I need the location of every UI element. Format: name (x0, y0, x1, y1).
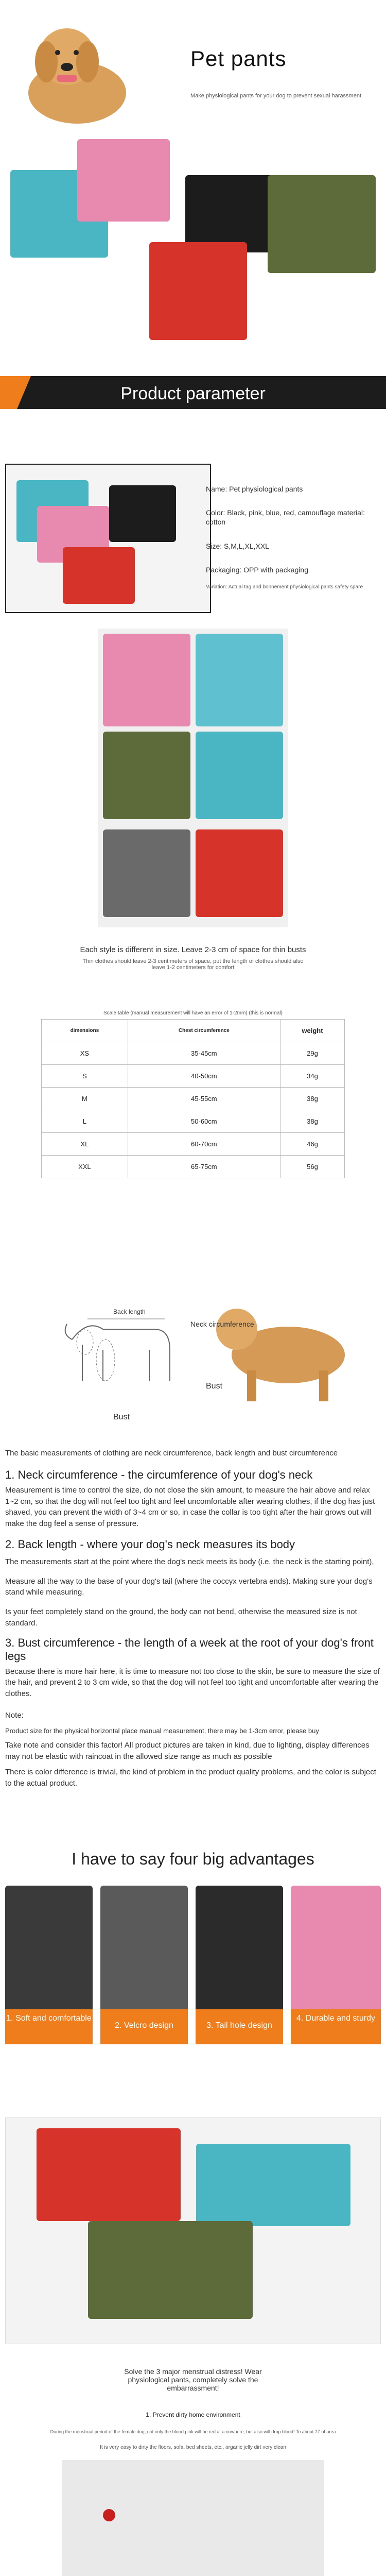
header-chest: Chest circumference (128, 1020, 280, 1042)
product-photo-black-pants (185, 175, 273, 252)
note-3: There is color difference is trivial, the kind of problem in the product quality problems, and the color is subject to the actual product. (5, 1767, 376, 1788)
cell-weight: 38g (280, 1088, 344, 1110)
style-photo-grid (98, 629, 288, 927)
cell-weight: 34g (280, 1065, 344, 1088)
size-table-caption: Scale table (manual measurement will have an error of 1-2mm) (this is normal) (103, 1010, 283, 1016)
product-group-photo (5, 2117, 381, 2344)
photo-blue-pants (196, 2144, 350, 2226)
note-1: Product size for the physical horizontal place manual measurement, there may be 1-3cm error, please buy (5, 1726, 319, 1735)
table-row (42, 1065, 345, 1088)
advantage-label-3: 3. Tail hole design (196, 2009, 283, 2044)
cell-weight: 38g (280, 1110, 344, 1133)
measure-paragraph-2a: The measurements start at the point where the dog's neck meets its body (i.e. the neck is the starting point), (5, 1557, 374, 1566)
hero-section (0, 0, 386, 242)
table-row (42, 1156, 345, 1178)
solve-paragraph-1b: It is very easy to dirty the floors, sofa, bed sheets, etc., organic jelly dirt very clean (100, 2445, 286, 2450)
note-label: Note: (5, 1710, 24, 1720)
measurement-diagram (0, 1278, 386, 1432)
bust-ring (96, 1340, 115, 1381)
product-image-frame (5, 464, 211, 613)
product-photo-camo-pants (268, 175, 376, 273)
banner-title: Product parameter (120, 384, 266, 403)
photo-red-pants (37, 2128, 181, 2221)
solve-heading-1: 1. Prevent dirty home environment (146, 2411, 240, 2418)
table-row (42, 1110, 345, 1133)
product-photo-red (63, 547, 135, 604)
style-photo-blue (196, 634, 283, 726)
advantages-title: I have to say four big advantages (72, 1850, 314, 1868)
cell-chest: 65-75cm (128, 1156, 280, 1178)
measure-heading-2: 2. Back length - where your dog's neck measures its body (5, 1537, 295, 1551)
dog-outline-sketch (65, 1324, 170, 1381)
cell-size: XL (42, 1133, 128, 1156)
style-photo-camo (103, 732, 190, 819)
label-bust-left: Bust (113, 1413, 130, 1421)
cell-weight: 56g (280, 1156, 344, 1178)
cell-size: XXL (42, 1156, 128, 1178)
cell-weight: 29g (280, 1042, 344, 1065)
table-row (42, 1088, 345, 1110)
style-caption-sub: Thin clothes should leave 2-3 centimeters of space, put the length of clothes should also leave 1-2 centimeters for comfort (82, 958, 304, 971)
advantage-label-4: 4. Durable and sturdy (291, 2009, 381, 2044)
golden-retriever-illustration (15, 21, 134, 134)
blood-stain (103, 2509, 115, 2521)
measure-paragraph-2c: Is your feet completely stand on the ground, the body can not bend, otherwise the measured size is not standard. (5, 1607, 357, 1628)
product-photo-red-pants (149, 242, 247, 340)
measure-heading-1: 1. Neck circumference - the circumference of your dog's neck (5, 1468, 313, 1481)
advantage-label-2: 2. Velcro design (100, 2009, 188, 2044)
product-photo-pink-pants (77, 139, 170, 222)
cell-chest: 40-50cm (128, 1065, 280, 1088)
style-photo-red (196, 829, 283, 917)
photo-camo-pants (88, 2221, 253, 2319)
measure-intro: The basic measurements of clothing are neck circumference, back length and bust circumference (5, 1449, 338, 1458)
measure-paragraph-3: Because there is more hair here, it is time to measure not too close to the skin, be sure to measure the size of the hair, and prevent 2 to 3 cm wide, so that the dog will not feel too tight and uncomfortable after wearing the clothes. (5, 1667, 380, 1698)
cell-chest: 60-70cm (128, 1133, 280, 1156)
note-2: Take note and consider this factor! All product pictures are taken in kind, due to lighting, display differences may not be elastic with raincoat in the allowed size range as much as possible (5, 1741, 370, 1761)
advantages-grid (5, 1886, 381, 2061)
neck-ring (77, 1330, 93, 1354)
measure-paragraph-2b: Measure all the way to the base of your dog's tail (where the coccyx vertebra ends). Making sure your dog's stand while measuring. (5, 1577, 373, 1597)
table-row (42, 1133, 345, 1156)
style-photo-pink (103, 634, 190, 726)
style-photo-gray (103, 829, 190, 917)
cell-chest: 50-60cm (128, 1110, 280, 1133)
header-dimensions: dimensions (42, 1020, 128, 1042)
param-size: Size: S,M,L,XL,XXL (206, 541, 269, 550)
bedsheet-photo (62, 2460, 324, 2576)
label-bust-right: Bust (206, 1382, 223, 1391)
solve-caption: Solve the 3 major menstrual distress! Wear physiological pants, completely solve the embarrassment! (124, 2367, 262, 2392)
size-table-header (42, 1020, 345, 1042)
param-color: Color: Black, pink, blue, red, camouflage material: cotton (206, 509, 365, 527)
cell-size: S (42, 1065, 128, 1088)
hero-subtitle: Make physiological pants for your dog to prevent sexual harassment (190, 93, 362, 99)
style-photo-blue2 (196, 732, 283, 819)
style-caption: Each style is different in size. Leave 2-3 cm of space for thin busts (80, 945, 306, 954)
cell-size: XS (42, 1042, 128, 1065)
label-back-length: Back length (113, 1308, 146, 1315)
param-note: Variation: Actual tag and bonnement physiological pants safety spare (206, 584, 363, 590)
param-name: Name: Pet physiological pants (206, 485, 303, 493)
cell-weight: 46g (280, 1133, 344, 1156)
measurement-section (5, 1448, 381, 1789)
param-packaging: Packaging: OPP with packaging (206, 565, 308, 574)
cell-chest: 35-45cm (128, 1042, 280, 1065)
measure-paragraph-1: Measurement is time to control the size, do not close the skin amount, to measure the hair above and relax 1~2 cm, so that the dog will not feel too tight and feel uncomfortable after wearing clothes, if the dog has just shaved, you can prevent the width of 3~4 cm or so, in case the collar is too tight after the hair grows out will make the dog feel a sense of pressure. (5, 1485, 375, 1528)
header-weight: weight (280, 1020, 344, 1042)
label-neck: Neck circumference (190, 1320, 254, 1328)
parameter-list (206, 484, 376, 605)
page-title: Pet pants (190, 46, 287, 71)
measure-heading-3: 3. Bust circumference - the length of a week at the root of your dog's front legs (5, 1636, 374, 1663)
product-photo-black (109, 485, 176, 542)
solve-paragraph-1a: During the menstrual period of the female dog, not only the blood pink will be red at a nowhere, but also will drop blood! To about 77 of area (50, 2429, 336, 2434)
cell-chest: 45-55cm (128, 1088, 280, 1110)
size-table (41, 1007, 345, 1178)
table-row (42, 1042, 345, 1065)
cell-size: L (42, 1110, 128, 1133)
advantage-label-1: 1. Soft and comfortable (5, 2009, 93, 2044)
cell-size: M (42, 1088, 128, 1110)
